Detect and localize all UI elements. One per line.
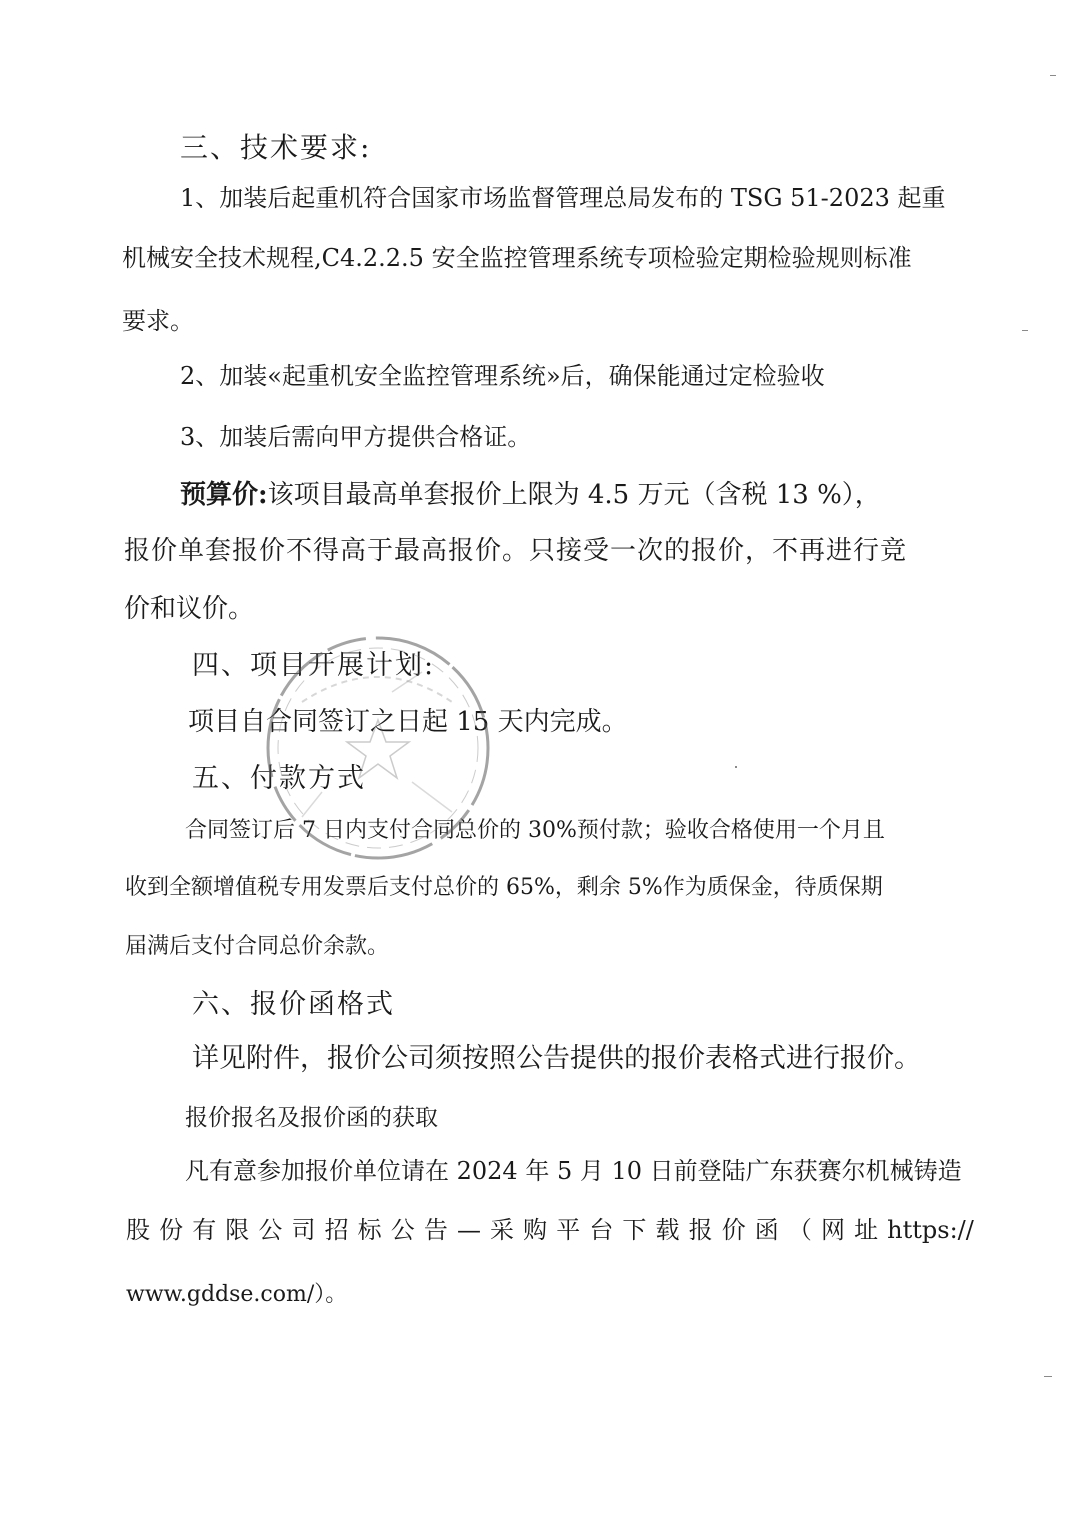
line-2-word: 购 (523, 1216, 548, 1244)
section-6-text: 详见附件，报价公司须按照公告提供的报价表格式进行报价。 (192, 1043, 921, 1074)
section-6-heading: 六、报价函格式 (192, 989, 395, 1020)
line-2-word: 有 (192, 1216, 217, 1244)
line-2-word: 招 (324, 1216, 349, 1244)
line-2-word: 限 (225, 1216, 250, 1244)
scan-speck (735, 766, 737, 768)
section-4-text: 项目自合同签订之日起 15 天内完成。 (188, 707, 628, 737)
line-2-word: 台 (589, 1216, 614, 1244)
budget-line-3: 价和议价。 (124, 594, 255, 624)
line-2-word: 标 (357, 1216, 382, 1244)
line-2-word: 告 (423, 1216, 448, 1244)
section-6-line-3: www.gddse.com/）。 (126, 1282, 348, 1307)
line-2-word: 网 (820, 1216, 845, 1244)
line-2-word: 价 (721, 1216, 746, 1244)
line-2-word: 平 (556, 1216, 581, 1244)
line-2-word: 载 (655, 1216, 680, 1244)
budget-line-2: 报价单套报价不得高于最高报价。只接受一次的报价，不再进行竞 (124, 536, 908, 566)
budget-line-1 (180, 482, 881, 508)
line-2-word: 址 (854, 1216, 879, 1244)
section-3-item-1-line-3: 要求。 (122, 307, 194, 335)
section-5-line-2: 收到全额增值税专用发票后支付总价的 65%，剩余 5%作为质保金，待质保期 (125, 875, 883, 900)
section-5-heading: 五、付款方式 (192, 763, 366, 794)
section-3-item-2: 2、加装«起重机安全监控管理系统»后，确保能通过定检验收 (180, 362, 825, 390)
section-5-line-1: 合同签订后 7 日内支付合同总价的 30%预付款；验收合格使用一个月且 (185, 818, 885, 843)
line-2-word: 报 (688, 1216, 713, 1244)
line-2-word: 司 (291, 1216, 316, 1244)
line-2-word: 函 (754, 1216, 779, 1244)
section-6-line-1: 凡有意参加报价单位请在 2024 年 5 月 10 日前登陆广东获赛尔机械铸造 (185, 1157, 962, 1185)
scan-speck (1022, 330, 1028, 331)
section-3-item-1-line-2: 机械安全技术规程,C4.2.2.5 安全监控管理系统专项检验定期检验规则标准 (122, 244, 912, 272)
line-2-word: 公 (258, 1216, 283, 1244)
scan-speck (1050, 75, 1056, 76)
section-4-heading: 四、项目开展计划: (192, 650, 436, 681)
budget-label: 预算价: (180, 480, 268, 510)
line-2-word: 份 (159, 1216, 184, 1244)
section-6-line-2 (126, 1218, 974, 1242)
line-2-word: 下 (622, 1216, 647, 1244)
line-2-word: https:// (887, 1216, 974, 1244)
section-3-item-3: 3、加装后需向甲方提供合格证。 (180, 423, 532, 451)
section-3-item-1-line-1: 1、加装后起重机符合国家市场监督管理总局发布的 TSG 51-2023 起重 (180, 184, 946, 212)
section-3-heading: 三、技术要求: (180, 131, 372, 164)
section-6-subheading: 报价报名及报价函的获取 (185, 1105, 438, 1131)
line-2-word: 股 (126, 1216, 150, 1244)
line-2-word: 采 (490, 1216, 515, 1244)
line-2-word: （ (787, 1216, 812, 1244)
line-2-word: — (456, 1216, 481, 1244)
section-5-line-3: 届满后支付合同总价余款。 (125, 934, 390, 959)
line-2-word: 公 (390, 1216, 415, 1244)
budget-line-1-text: 该项目最高单套报价上限为 4.5 万元（含税 13 %）， (267, 480, 881, 510)
scan-speck (1044, 1376, 1052, 1377)
